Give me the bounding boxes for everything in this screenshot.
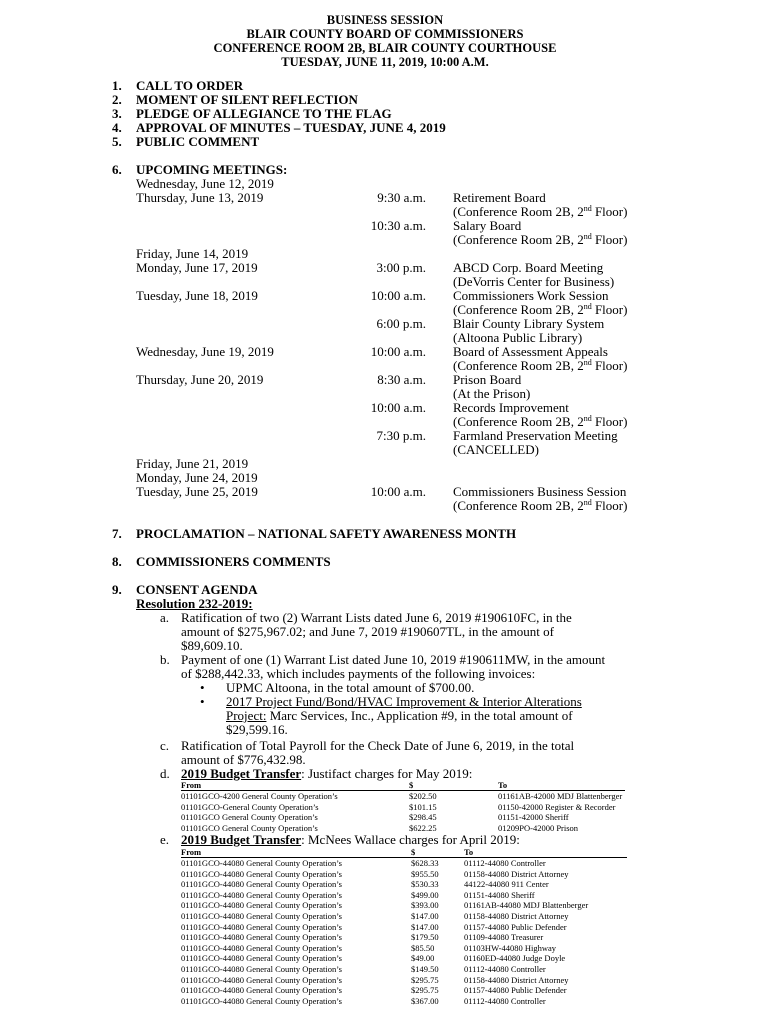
cell-amount: $101.15 xyxy=(409,801,437,812)
meeting-date: Monday, June 24, 2019 xyxy=(136,470,258,485)
col-header-to: To xyxy=(498,780,508,790)
item-number: 5. xyxy=(112,134,122,149)
col-header-amount: $ xyxy=(411,847,416,857)
cell-to: 01157-44080 Public Defender xyxy=(464,985,567,996)
meeting-location: (At the Prison) xyxy=(453,386,531,401)
cell-amount: $628.33 xyxy=(411,858,439,868)
cell-from: 01101GCO-44080 General County Operation’s xyxy=(181,879,342,890)
cell-from: 01101GCO-44080 General County Operation’s xyxy=(181,932,342,943)
agenda-item: PUBLIC COMMENT xyxy=(136,134,260,149)
cell-to: 01158-44080 District Attorney xyxy=(464,974,569,985)
meeting-time: 10:00 a.m. xyxy=(370,344,426,359)
col-header-from: From xyxy=(181,780,202,790)
cell-to: 01151-42000 Sheriff xyxy=(498,812,569,823)
cell-from: 01101GCO-44080 General County Operation’s xyxy=(181,889,342,900)
cell-to: 01151-44080 Sheriff xyxy=(464,889,535,900)
meeting-location: (Conference Room 2B, 2nd Floor) xyxy=(453,232,628,247)
bullet-icon: • xyxy=(200,680,205,695)
consent-line: amount of $275,967.02; and June 7, 2019 #190607TL, in the amount of xyxy=(181,624,554,639)
meeting-location: (Conference Room 2B, 2nd Floor) xyxy=(453,358,628,373)
cell-from: 01101GCO General County Operation’s xyxy=(181,822,318,833)
cell-to: 01161AB-42000 MDJ Blattenberger xyxy=(498,791,623,801)
cell-from: 01101GCO-44080 General County Operation’s xyxy=(181,964,342,974)
meetings-title: UPCOMING MEETINGS: xyxy=(136,162,288,177)
agenda-item: PLEDGE OF ALLEGIANCE TO THE FLAG xyxy=(136,106,392,121)
budget-transfer-heading: 2019 Budget Transfer: McNees Wallace charges for April 2019: xyxy=(181,832,520,847)
header-line-3: CONFERENCE ROOM 2B, BLAIR COUNTY COURTHOUSE xyxy=(213,41,557,55)
cell-to: 01109-44080 Treasurer xyxy=(464,932,544,943)
cell-from: 01101GCO-44080 General County Operation’s xyxy=(181,953,342,964)
header-line-4: TUESDAY, JUNE 11, 2019, 10:00 A.M. xyxy=(281,55,489,69)
cell-amount: $367.00 xyxy=(411,995,439,1006)
cell-to: 01112-44080 Controller xyxy=(464,995,546,1006)
cell-from: 01101GCO General County Operation’s xyxy=(181,812,318,823)
sub-label: a. xyxy=(160,610,170,625)
meeting-desc: Records Improvement xyxy=(453,400,569,415)
meeting-date: Wednesday, June 12, 2019 xyxy=(136,176,274,191)
consent-line: Ratification of two (2) Warrant Lists dated June 6, 2019 #190610FC, in the xyxy=(181,610,572,625)
meeting-location: (Conference Room 2B, 2nd Floor) xyxy=(453,414,628,429)
meeting-time: 9:30 a.m. xyxy=(377,190,426,205)
cell-from: 01101GCO-44080 General County Operation’s xyxy=(181,868,342,879)
meeting-date: Wednesday, June 19, 2019 xyxy=(136,344,274,359)
cell-to: 01112-44080 Controller xyxy=(464,964,546,974)
meeting-time: 3:00 p.m. xyxy=(376,260,426,275)
sub-label: b. xyxy=(160,652,170,667)
meeting-status: (CANCELLED) xyxy=(453,442,539,457)
meeting-desc: Board of Assessment Appeals xyxy=(453,344,608,359)
meeting-desc: Blair County Library System xyxy=(453,316,605,331)
cell-amount: $147.00 xyxy=(411,911,439,921)
meeting-location: (Conference Room 2B, 2nd Floor) xyxy=(453,302,628,317)
meeting-location: (Conference Room 2B, 2nd Floor) xyxy=(453,498,628,513)
item-number: 6. xyxy=(112,162,122,177)
invoice-line: $29,599.16. xyxy=(226,722,288,737)
meeting-desc: Salary Board xyxy=(453,218,522,233)
item-number: 1. xyxy=(112,78,122,93)
cell-from: 01101GCO-General County Operation’s xyxy=(181,801,319,812)
meeting-time: 10:00 a.m. xyxy=(370,484,426,499)
cell-from: 01101GCO-44080 General County Operation’s xyxy=(181,995,342,1006)
resolution-title: Resolution 232-2019: xyxy=(136,596,253,611)
cell-to: 01160ED-44080 Judge Doyle xyxy=(464,953,566,964)
consent-line: $89,609.10. xyxy=(181,638,243,653)
meeting-time: 8:30 a.m. xyxy=(377,372,426,387)
cell-from: 01101GCO-44080 General County Operation’s xyxy=(181,921,342,932)
cell-to: 01158-44080 District Attorney xyxy=(464,911,569,921)
meeting-time: 10:00 a.m. xyxy=(370,400,426,415)
item-number: 7. xyxy=(112,526,122,541)
item-number: 3. xyxy=(112,106,122,121)
cell-amount: $393.00 xyxy=(411,900,439,911)
agenda-item: CONSENT AGENDA xyxy=(136,582,258,597)
meeting-desc: Commissioners Work Session xyxy=(453,288,609,303)
invoice-line: 2017 Project Fund/Bond/HVAC Improvement & Interior Alterations xyxy=(226,694,582,709)
cell-to: 01112-44080 Controller xyxy=(464,858,546,868)
meeting-date: Thursday, June 20, 2019 xyxy=(136,372,264,387)
cell-from: 01101GCO-44080 General County Operation’s xyxy=(181,900,342,911)
cell-to: 01150-42000 Register & Recorder xyxy=(498,801,616,812)
cell-from: 01101GCO-44080 General County Operation’s xyxy=(181,942,342,953)
cell-from: 01101GCO-44080 General County Operation’s xyxy=(181,974,342,985)
cell-amount: $298.45 xyxy=(409,812,437,823)
cell-amount: $295.75 xyxy=(411,985,439,996)
cell-amount: $622.25 xyxy=(409,822,437,833)
cell-to: 01209PO-42000 Prison xyxy=(498,822,579,833)
consent-line: amount of $776,432.98. xyxy=(181,752,306,767)
cell-from: 01101GCO-44080 General County Operation’s xyxy=(181,858,342,868)
meeting-desc: Farmland Preservation Meeting xyxy=(453,428,618,443)
meeting-date: Friday, June 21, 2019 xyxy=(136,456,249,471)
meeting-desc: Retirement Board xyxy=(453,190,546,205)
cell-from: 01101GCO-4200 General County Operation’s xyxy=(181,791,338,801)
meeting-date: Monday, June 17, 2019 xyxy=(136,260,258,275)
header-line-1: BUSINESS SESSION xyxy=(326,13,444,27)
meeting-date: Tuesday, June 18, 2019 xyxy=(136,288,258,303)
agenda-item: APPROVAL OF MINUTES – TUESDAY, JUNE 4, 2019 xyxy=(136,120,446,135)
agenda-item: COMMISSIONERS COMMENTS xyxy=(136,554,331,569)
cell-to: 01103HW-44080 Highway xyxy=(464,942,556,953)
cell-amount: $147.00 xyxy=(411,921,439,932)
cell-amount: $49.00 xyxy=(411,953,435,964)
item-number: 9. xyxy=(112,582,122,597)
cell-amount: $955.50 xyxy=(411,868,439,879)
sub-label: e. xyxy=(160,832,170,847)
budget-transfer-heading: 2019 Budget Transfer: Justifact charges for May 2019: xyxy=(181,766,473,781)
invoice-line: UPMC Altoona, in the total amount of $700.00. xyxy=(226,680,475,695)
cell-amount: $295.75 xyxy=(411,974,439,985)
sub-label: d. xyxy=(160,766,170,781)
invoice-line: Project: Marc Services, Inc., Application #9, in the total amount of xyxy=(226,708,573,723)
cell-to: 01157-44080 Public Defender xyxy=(464,921,567,932)
cell-to: 01158-44080 District Attorney xyxy=(464,868,569,879)
item-number: 8. xyxy=(112,554,122,569)
meeting-location: (Altoona Public Library) xyxy=(453,330,583,345)
consent-line: of $288,442.33, which includes payments of the following invoices: xyxy=(181,666,536,681)
sub-label: c. xyxy=(160,738,170,753)
cell-amount: $85.50 xyxy=(411,942,435,953)
meeting-time: 10:00 a.m. xyxy=(370,288,426,303)
meeting-time: 10:30 a.m. xyxy=(370,218,426,233)
col-header-amount: $ xyxy=(409,780,414,790)
meeting-location: (Conference Room 2B, 2nd Floor) xyxy=(453,204,628,219)
meeting-desc: Prison Board xyxy=(453,372,522,387)
agenda-item: MOMENT OF SILENT REFLECTION xyxy=(136,92,358,107)
consent-line: Payment of one (1) Warrant List dated June 10, 2019 #190611MW, in the amount xyxy=(181,652,606,667)
cell-to: 44122-44080 911 Center xyxy=(464,879,549,890)
meeting-desc: Commissioners Business Session xyxy=(453,484,627,499)
cell-amount: $499.00 xyxy=(411,889,439,900)
meeting-date: Tuesday, June 25, 2019 xyxy=(136,484,258,499)
cell-amount: $202.50 xyxy=(409,791,437,801)
header-line-2: BLAIR COUNTY BOARD OF COMMISSIONERS xyxy=(246,27,524,41)
agenda-item: PROCLAMATION – NATIONAL SAFETY AWARENESS MONTH xyxy=(136,526,517,541)
cell-from: 01101GCO-44080 General County Operation’s xyxy=(181,911,342,921)
agenda-item: CALL TO ORDER xyxy=(136,78,244,93)
meeting-desc: ABCD Corp. Board Meeting xyxy=(453,260,604,275)
cell-amount: $179.50 xyxy=(411,932,439,943)
item-number: 4. xyxy=(112,120,122,135)
meeting-location: (DeVorris Center for Business) xyxy=(453,274,615,289)
meeting-time: 6:00 p.m. xyxy=(376,316,426,331)
cell-from: 01101GCO-44080 General County Operation’s xyxy=(181,985,342,996)
col-header-to: To xyxy=(464,847,474,857)
col-header-from: From xyxy=(181,847,202,857)
meeting-time: 7:30 p.m. xyxy=(376,428,426,443)
cell-to: 01161AB-44080 MDJ Blattenberger xyxy=(464,900,589,911)
consent-line: Ratification of Total Payroll for the Check Date of June 6, 2019, in the total xyxy=(181,738,575,753)
meeting-date: Thursday, June 13, 2019 xyxy=(136,190,264,205)
item-number: 2. xyxy=(112,92,122,107)
meeting-date: Friday, June 14, 2019 xyxy=(136,246,249,261)
cell-amount: $149.50 xyxy=(411,964,439,974)
cell-amount: $530.33 xyxy=(411,879,439,890)
bullet-icon: • xyxy=(200,694,205,709)
